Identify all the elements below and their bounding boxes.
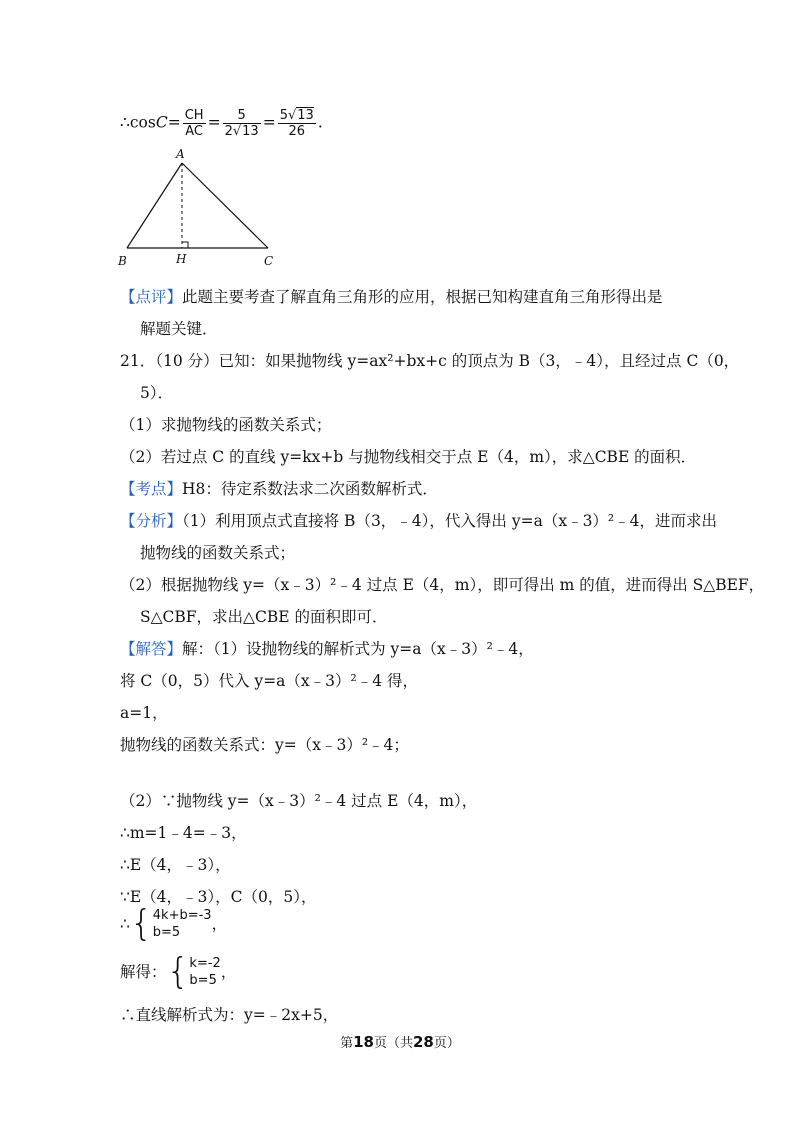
- brace-icon: {: [129, 903, 153, 944]
- label-h: H: [176, 252, 187, 266]
- page-footer: 第18页（共28页）: [340, 1033, 460, 1051]
- jieda-line-6: ∴m=1﹣4=﹣3，: [120, 824, 247, 842]
- jieda-line-2: 将 C（0，5）代入 y=a（x﹣3）²﹣4 得，: [120, 672, 419, 690]
- jieda-line-1: 【解答】解：（1）设抛物线的解析式为 y=a（x﹣3）²﹣4，: [120, 640, 534, 658]
- kaodian-line: 【考点】H8：待定系数法求二次函数解析式．: [120, 480, 438, 498]
- q21-part-2: （2）若过点 C 的直线 y=kx+b 与抛物线相交于点 E（4，m），求△CBE 的面积．: [120, 448, 697, 466]
- kaodian-tag: 【考点】: [120, 480, 183, 498]
- equation-system-2: 解得： { k=-2 b=5 ，: [120, 951, 237, 992]
- label-a: A: [176, 147, 185, 161]
- jieda-line-5: （2）∵抛物线 y=（x﹣3）²﹣4 过点 E（4，m），: [120, 792, 478, 810]
- fenxi-line-1: 【分析】（1）利用顶点式直接将 B（3，﹣4），代入得出 y=a（x﹣3）²﹣4，进而求出: [120, 512, 718, 530]
- fraction-5root13-over-26: $\frac{5√13}{26}$: [279, 108, 314, 139]
- jieda-line-9: ∴直线解析式为：y=﹣2x+5，: [120, 1006, 339, 1024]
- fenxi-tag: 【分析】: [120, 512, 183, 530]
- q21-part-1: （1）求抛物线的函数关系式；: [120, 416, 332, 434]
- side-ab: [127, 163, 182, 248]
- fenxi-line-4: S△CBF，求出△CBE 的面积即可．: [140, 608, 388, 626]
- q21-line-2: 5）．: [140, 384, 174, 402]
- jieda-line-8: ∵E（4，﹣3），C（0，5），: [120, 888, 317, 906]
- var-c: C: [155, 113, 168, 132]
- comment-tag: 【点评】: [120, 288, 183, 306]
- side-ac: [182, 163, 268, 248]
- fraction-5-over-2root13: $\frac{5}{2√13}$: [224, 108, 259, 139]
- comment-line-2: 解题关键．: [140, 320, 218, 338]
- label-b: B: [118, 254, 127, 268]
- label-c: C: [264, 254, 274, 268]
- triangle-figure: [110, 145, 290, 270]
- fenxi-line-2: 抛物线的函数关系式；: [140, 544, 296, 562]
- comment-line-1: 【点评】此题主要考查了解直角三角形的应用，根据已知构建直角三角形得出是: [120, 288, 663, 306]
- right-angle-mark: [182, 242, 188, 248]
- q21-line-1: 21．（10 分）已知：如果抛物线 y=ax²+bx+c 的顶点为 B（3，﹣4），且经过点 C（0，: [120, 352, 740, 370]
- fraction-ch-ac: $\frac{CH}{AC}$: [184, 108, 204, 139]
- equation-system-1: ∴ { 4k+b=-3 b=5 ，: [120, 903, 228, 944]
- cos-formula: ∴cosC= $\frac{CH}{AC}$ = $\frac{5}{2√13}$ = $\frac{5√13}{26}$ .: [120, 108, 323, 139]
- jieda-line-7: ∴E（4，﹣3），: [120, 856, 231, 874]
- jieda-line-4: 抛物线的函数关系式：y=（x﹣3）²﹣4；: [120, 736, 409, 754]
- brace-icon: {: [166, 951, 190, 992]
- fenxi-line-3: （2）根据抛物线 y=（x﹣3）²﹣4 过点 E（4，m），即可得出 m 的值，进而得出 S△BEF，: [120, 576, 765, 594]
- jieda-line-3: a=1，: [120, 704, 168, 722]
- jieda-tag: 【解答】: [120, 640, 183, 658]
